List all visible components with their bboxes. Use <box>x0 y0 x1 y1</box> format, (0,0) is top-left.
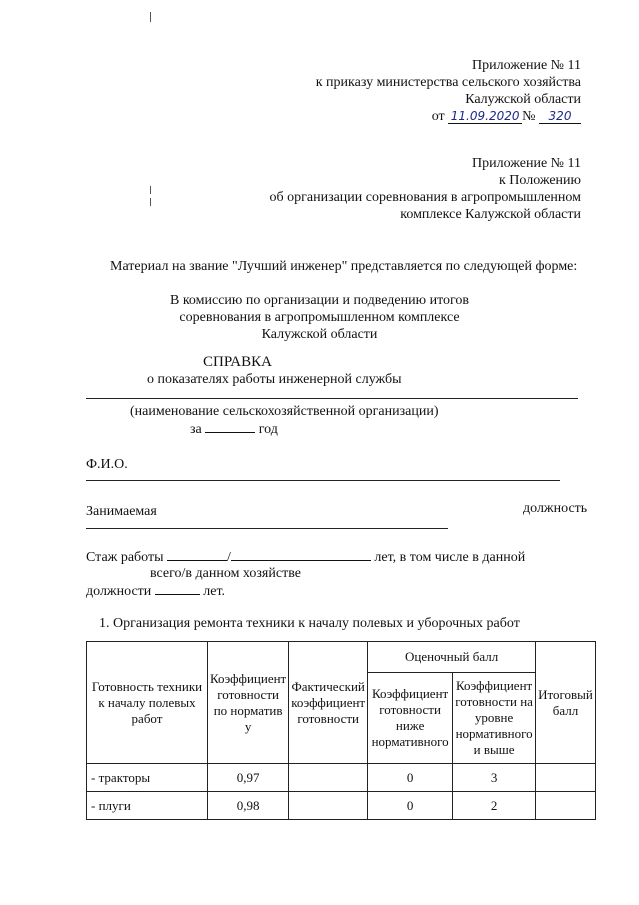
row-below: 0 <box>368 764 453 792</box>
experience-prefix: Стаж работы <box>86 550 164 565</box>
row-name: - плуги <box>87 792 208 820</box>
date-prefix: от <box>431 109 445 124</box>
fio-line <box>86 480 560 481</box>
experience-middle: лет, в том числе в данной <box>374 550 526 565</box>
header-normative: Коэффициент готовности по норматив у <box>208 642 289 764</box>
handwritten-date: 11.09.2020 <box>448 109 522 124</box>
experience-position-prefix: должности <box>86 584 152 599</box>
row-above: 2 <box>453 792 536 820</box>
experience-position-blank <box>155 582 200 595</box>
year-prefix: за <box>190 422 202 437</box>
header-total: Итоговый балл <box>536 642 596 764</box>
row-total <box>536 792 596 820</box>
position-suffix: должность <box>523 501 588 516</box>
header-readiness: Готовность техники к началу полевых работ <box>87 642 208 764</box>
header-above-normative: Коэффициент готовности на уровне нормативного и выше <box>453 673 536 764</box>
experience-caption: всего/в данном хозяйстве <box>150 566 301 581</box>
regulation-line: к Положению <box>498 173 581 188</box>
document-subtitle: о показателях работы инженерной службы <box>147 372 402 387</box>
experience-slash: / <box>227 550 231 565</box>
year-blank <box>205 420 255 433</box>
readiness-table <box>86 641 596 820</box>
appendix-line-2: Приложение № 11 <box>472 156 581 171</box>
table-header-row <box>87 642 596 673</box>
row-name: - тракторы <box>87 764 208 792</box>
row-normative: 0,98 <box>208 792 289 820</box>
commission-line-1: В комиссию по организации и подведению итогов <box>169 293 470 308</box>
document-title: СПРАВКА <box>203 354 272 370</box>
number-prefix: № <box>522 109 536 124</box>
table-row <box>87 792 596 820</box>
row-below: 0 <box>368 792 453 820</box>
year-line <box>190 420 278 438</box>
experience-line <box>86 548 525 566</box>
appendix-line: Приложение № 11 <box>472 58 581 73</box>
header-actual: Фактический коэффициент готовности <box>289 642 368 764</box>
experience-position-suffix: лет. <box>203 584 226 599</box>
position-label: Занимаемая <box>86 504 157 519</box>
intro-text: Материал на звание "Лучший инженер" представляется по следующей форме: <box>110 259 578 274</box>
experience-position-line <box>86 582 225 600</box>
order-line: к приказу министерства сельского хозяйства <box>315 75 581 90</box>
row-above: 3 <box>453 764 536 792</box>
row-total <box>536 764 596 792</box>
fio-label: Ф.И.О. <box>86 457 128 472</box>
commission-line-3: Калужской области <box>261 327 378 342</box>
handwritten-number: 320 <box>539 109 581 124</box>
header-score: Оценочный балл <box>368 642 536 673</box>
row-actual <box>289 792 368 820</box>
position-line <box>86 528 448 529</box>
scan-mark <box>150 198 151 206</box>
org-caption: (наименование сельскохозяйственной организации) <box>130 404 439 419</box>
table-row <box>87 764 596 792</box>
region-line: Калужской области <box>465 92 581 107</box>
scan-mark <box>150 186 151 194</box>
header-below-normative: Коэффициент готовности ниже нормативного <box>368 673 453 764</box>
experience-farm-blank <box>231 548 371 561</box>
experience-total-blank <box>167 548 227 561</box>
section-1-title: 1. Организация ремонта техники к началу полевых и уборочных работ <box>99 616 520 631</box>
row-normative: 0,97 <box>208 764 289 792</box>
org-name-line <box>86 398 578 399</box>
row-actual <box>289 764 368 792</box>
regulation-title-line-2: комплексе Калужской области <box>400 207 581 222</box>
commission-line-2: соревнования в агропромышленном комплексе <box>179 310 460 325</box>
year-suffix: год <box>258 422 278 437</box>
regulation-title-line: об организации соревнования в агропромышленном <box>269 190 581 205</box>
scan-mark <box>150 12 151 22</box>
order-date-line <box>432 108 581 125</box>
